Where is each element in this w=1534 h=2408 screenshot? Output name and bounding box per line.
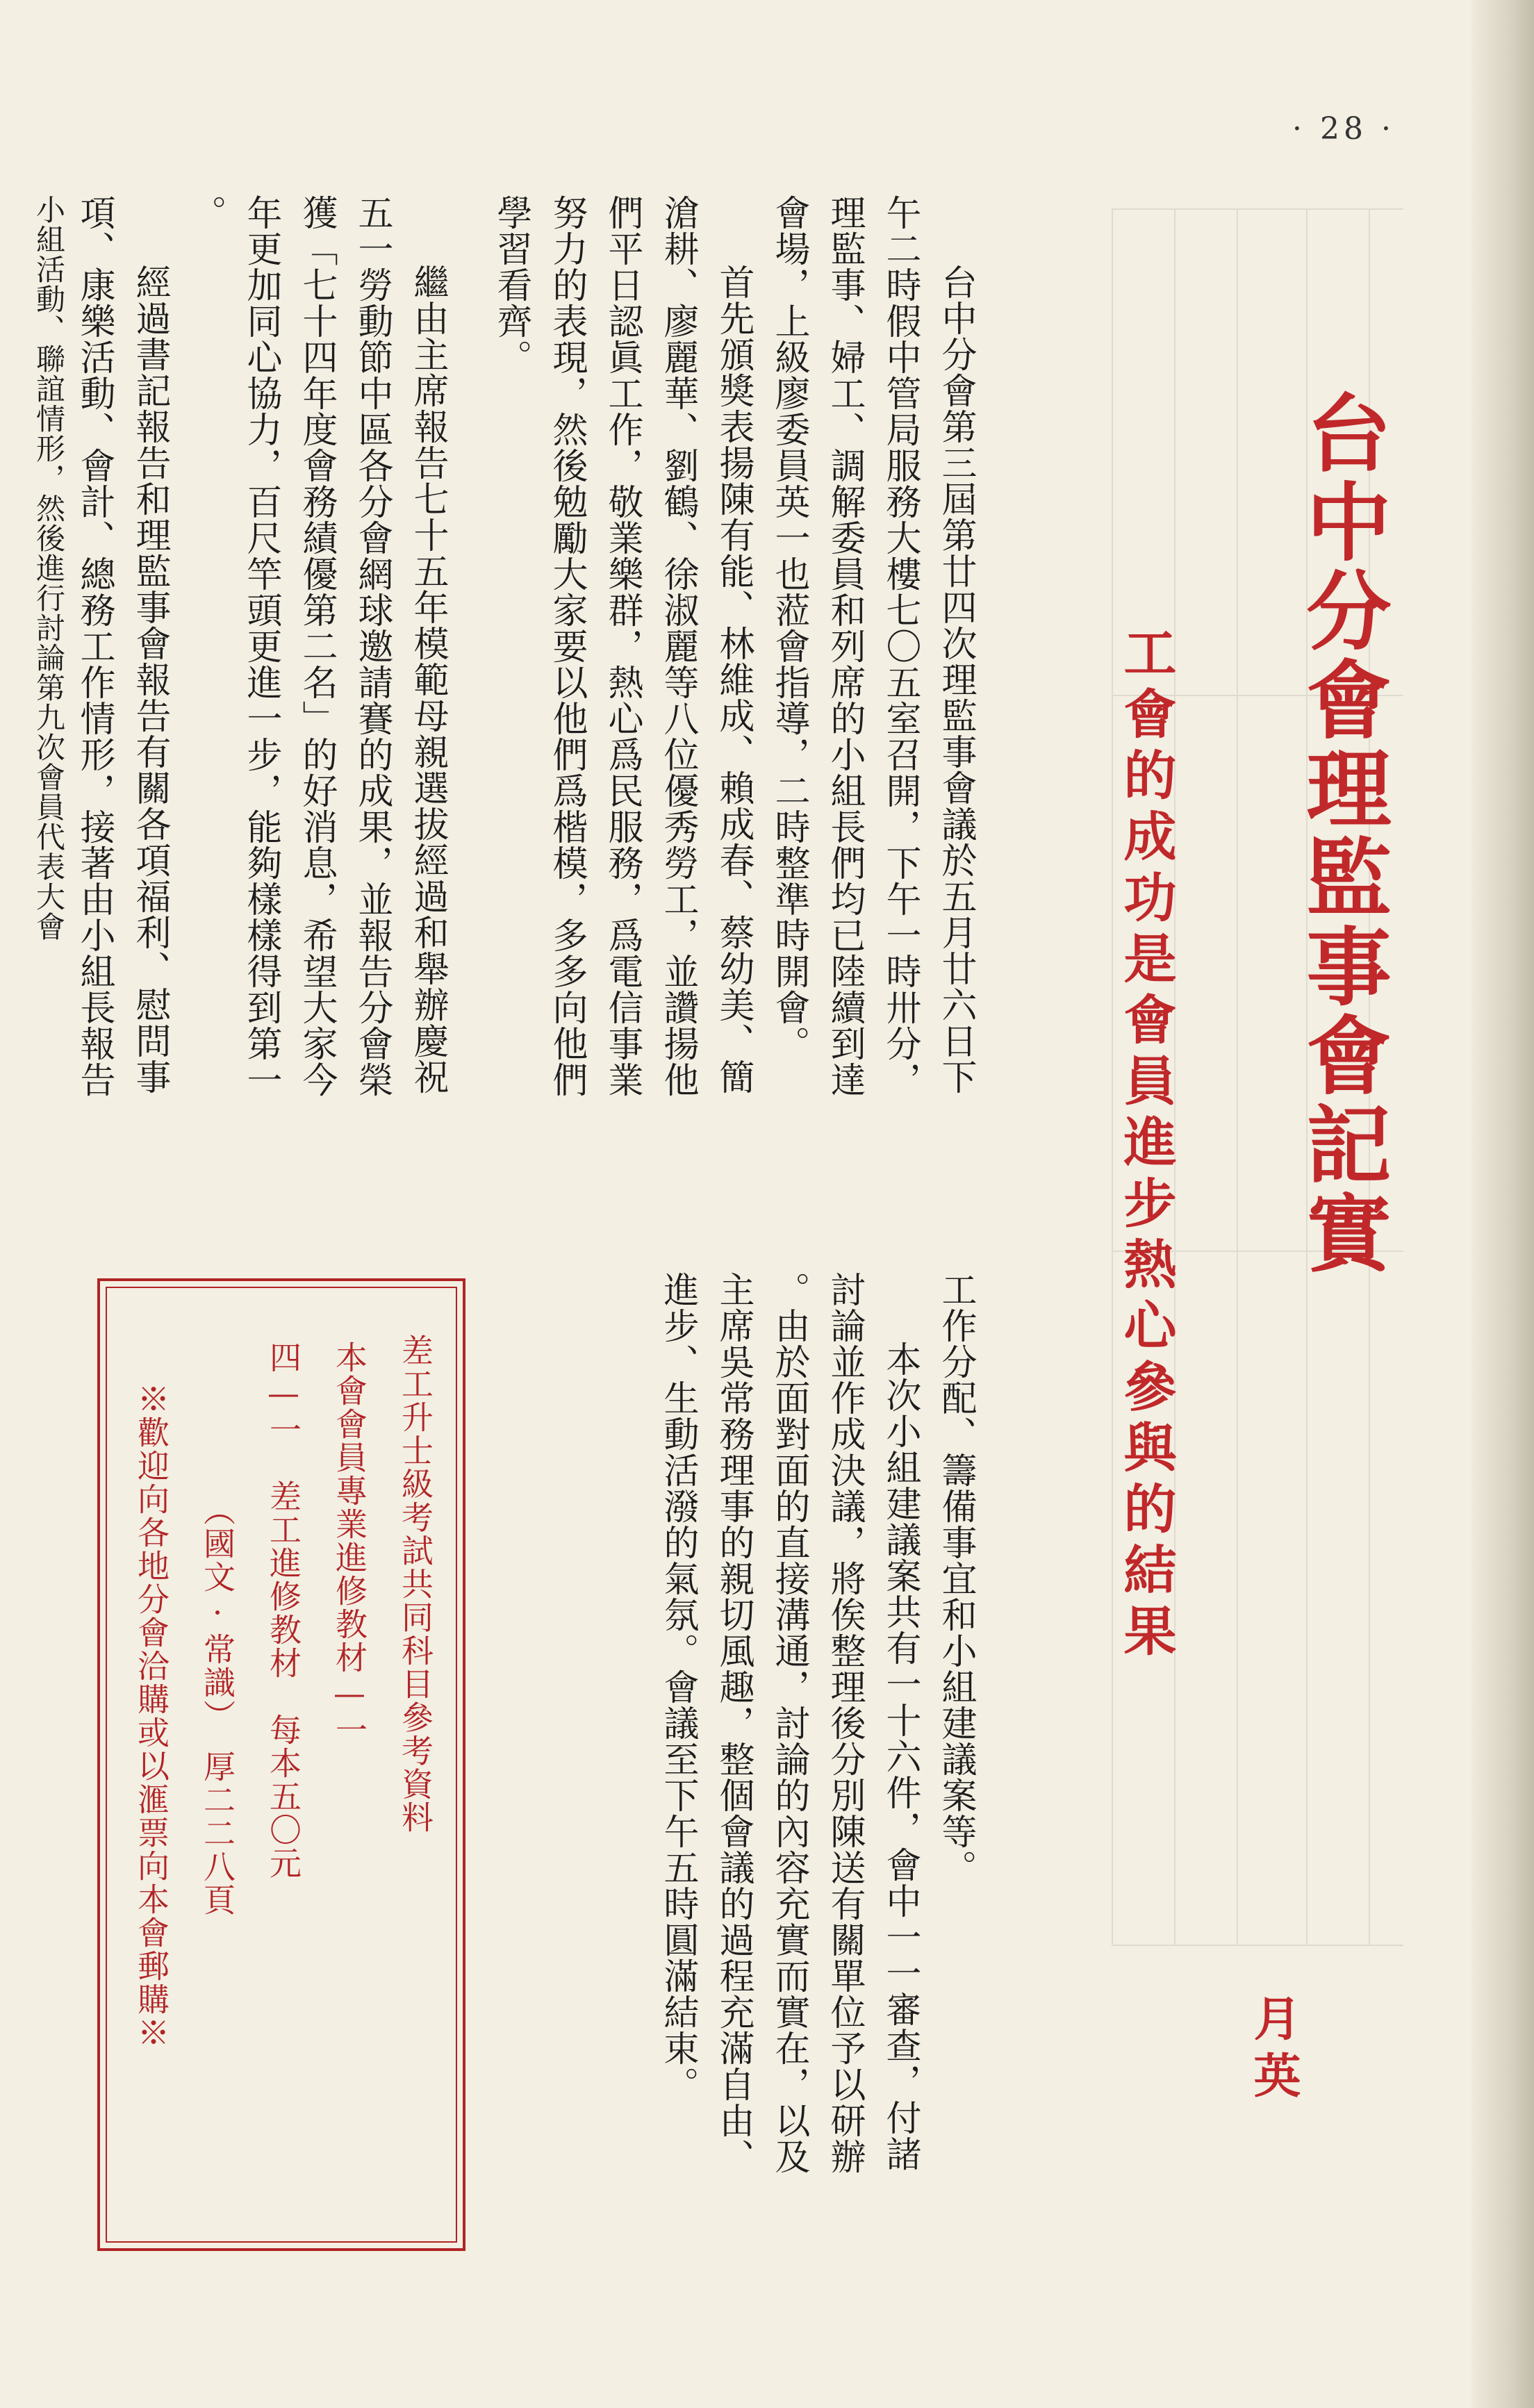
article-author: 月英	[1246, 1994, 1301, 2108]
body-upper-col-7: 們平日認眞工作，敬業樂群，熱心爲民服務，爲電信事業	[602, 195, 643, 1098]
page-spine-shadow	[1471, 0, 1534, 2408]
body-upper-col-14: 。	[185, 195, 226, 231]
article-title: 台中分會理監事會記實	[1292, 389, 1392, 1278]
body-upper-col-12: 獲「七十四年度會務績優第二名」的好消息，希望大家今	[296, 195, 337, 1098]
body-upper-col-5: 首先頒獎表揚陳有能、林維成、賴成春、蔡幼美、簡	[713, 264, 754, 1095]
body-upper-col-10: 繼由主席報告七十五年模範母親選拔經過和舉辦慶祝	[407, 264, 448, 1095]
body-upper-col-15: 經過書記報告和理監事會報告有關各項福利、慰問事	[129, 264, 170, 1095]
body-lower-col-6: 進步、生動活潑的氣氛。會議至下午五時圓滿結束。	[657, 1271, 698, 2102]
body-lower-col-4: 。由於面對面的直接溝通，討論的內容充實而實在，以及	[768, 1271, 809, 2175]
body-upper-col-8: 努力的表現，然後勉勵大家要以他們爲楷模，多多向他們	[546, 195, 587, 1098]
body-lower-col-1: 工作分配、籌備事宜和小組建議案等。	[935, 1271, 976, 1886]
body-upper-col-3: 理監事、婦工、調解委員和列席的小組長們均已陸續到達	[824, 195, 865, 1098]
body-upper-col-9: 學習看齊。	[490, 195, 531, 375]
ad-line-1: 差工升士級考試共同科目參考資料	[397, 1334, 434, 1834]
body-upper-col-11: 五一勞動節中區各分會網球邀請賽的成果，並報告分會榮	[352, 195, 393, 1098]
body-lower-col-2: 本次小組建議案共有一十六件，會中一一審查，付諸	[880, 1341, 921, 2172]
body-upper-col-16: 項、康樂活動、會計、總務工作情形，接著由小組長報告	[74, 195, 115, 1098]
body-upper-col-1: 台中分會第三屆第廿四次理監事會議於五月廿六日下	[935, 264, 976, 1095]
article-subtitle: 工會的成功是會員進步熱心參與的結果	[1115, 625, 1177, 1665]
body-upper-col-17: 小組活動、聯誼情形，然後進行討論第九次會員代表大會	[32, 195, 66, 941]
body-lower-col-5: 主席吳常務理事的親切風趣，整個會議的過程充滿自由、	[713, 1271, 754, 2175]
ad-line-3: 四—一 差工進修教材 每本五〇元	[265, 1341, 302, 1880]
ad-line-5: ※歡迎向各地分會洽購或以滙票向本會郵購※	[133, 1383, 170, 2050]
ad-line-4: （國文·常識） 厚二二八頁	[199, 1494, 236, 1917]
body-upper-col-4: 會場，上級廖委員英一也蒞會指導，二時整準時開會。	[768, 195, 809, 1062]
body-upper-col-6: 滄耕、廖麗華、劉鶴、徐淑麗等八位優秀勞工，並讚揚他	[657, 195, 698, 1098]
body-upper-col-2: 午二時假中管局服務大樓七〇五室召開，下午一時卅分，	[880, 195, 921, 1098]
ad-line-2: 本會會員專業進修教材—一	[331, 1341, 368, 1747]
body-lower-col-3: 討論並作成決議，將俟整理後分別陳送有關單位予以研辦	[824, 1271, 865, 2175]
page-number: · 28 ·	[1292, 111, 1395, 147]
body-upper-col-13: 年更加同心協力，百尺竿頭更進一步，能夠樣樣得到第一	[240, 195, 281, 1098]
